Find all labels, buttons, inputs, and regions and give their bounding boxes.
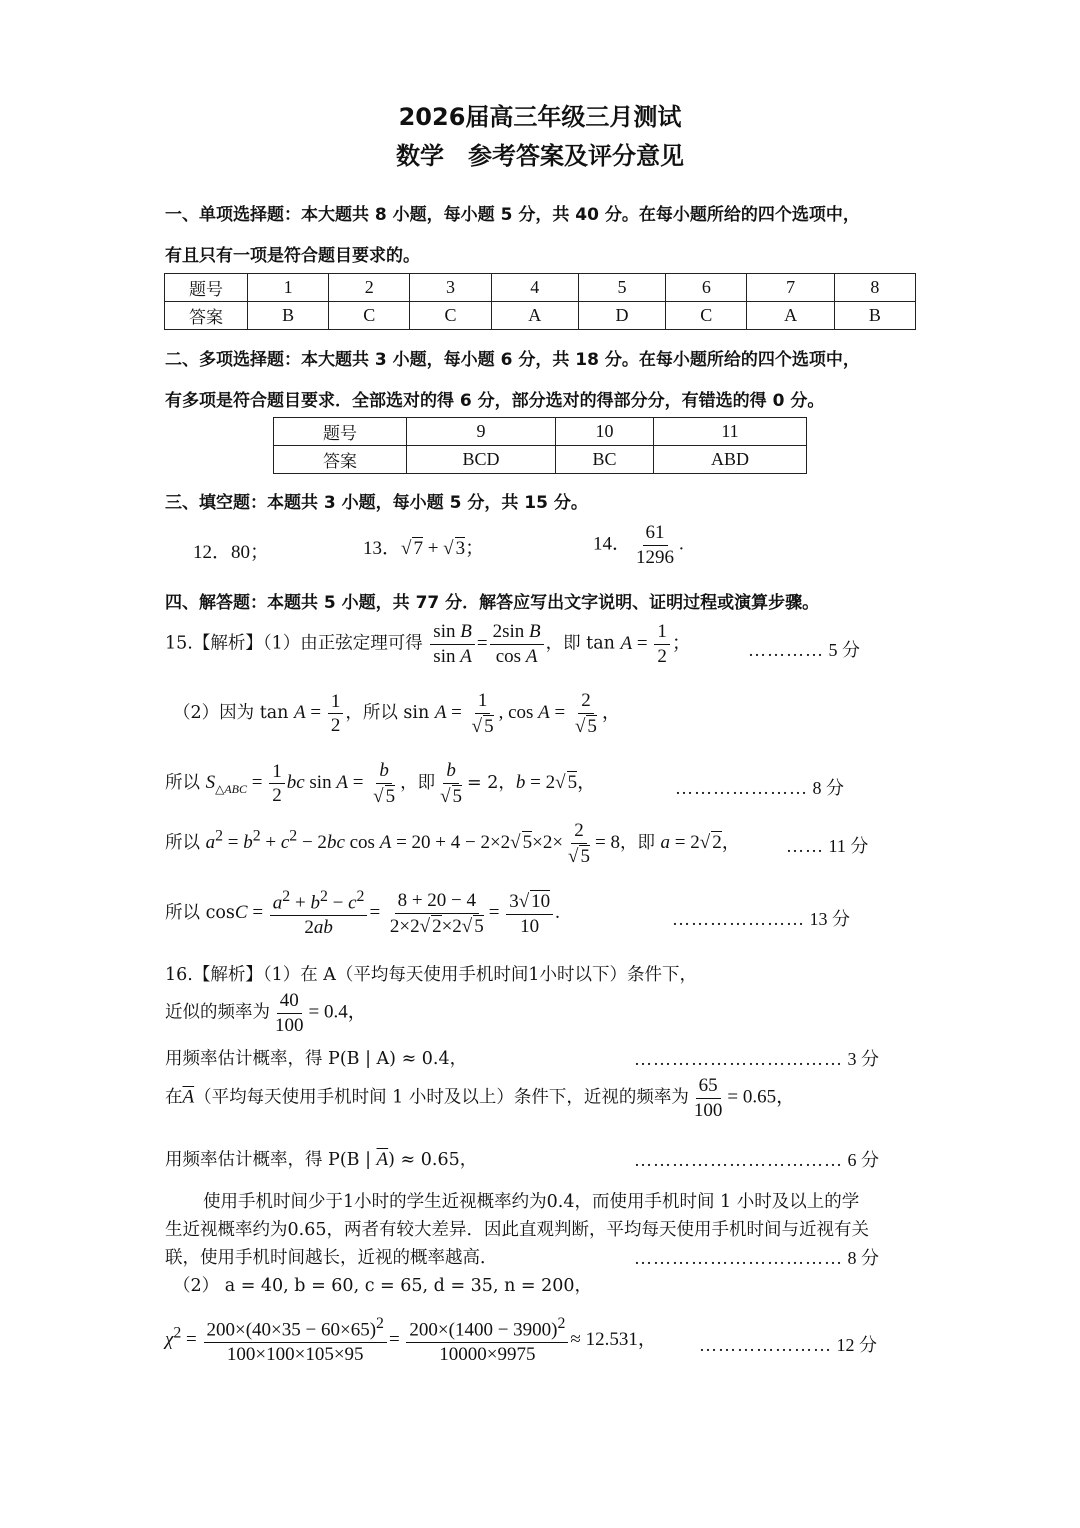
table-cell: C [666,302,747,330]
table-cell: 2 [329,274,410,302]
table-row [274,446,807,474]
section2-answer-table [273,417,807,474]
q16-paragraph-line2: 生近视概率约为0.65，两者有较大差异．因此直观判断，平均每天使用手机时间与近视有关 [165,1220,869,1240]
q15-score8: ………………… 8 分 [675,778,844,798]
table-cell: 4 [491,274,578,302]
table-cell: 9 [407,418,556,446]
page-subtitle: 数学 参考答案及评分意见 [396,142,684,170]
q15-line5: 所以 cosC = $\frac{a^2 + b^2 - c^2}{2ab}$ = $\frac{8 + 20 - 4}{2\times 2√ 2\times 2√ 5}$ = $\frac{3√ 10}{10}$ . [165,888,560,939]
q15-line1: 15.【解析】（1）由正弦定理可得 $\frac{\text{sin B}}{\text{sin A}}$ = $\frac{\text{2sin B}}{\text{cos A}}$ ，即 tan A = $\frac{1}{2}$ ； [165,621,691,667]
table-cell: 3 [410,274,491,302]
q15-line2: （2）因为 tan A = $\frac{1}{2}$ ，所以 sin A = $\frac{1}{√ 5}$ , cos A = $\frac{2}{√ 5}$ ， [173,690,621,737]
q16-score12: ………………… 12 分 [699,1335,877,1355]
q15-score5: ………… 5 分 [748,640,860,660]
table-cell: 答案 [274,446,407,474]
section3-heading: 三、填空题：本题共 3 小题，每小题 5 分，共 15 分。 [165,493,588,513]
section2-heading: 二、多项选择题：本大题共 3 小题，每小题 6 分，共 18 分。在每小题所给的四个选项中， [165,350,860,370]
table-row [165,274,916,302]
section4-heading: 四、解答题：本题共 5 小题，共 77 分．解答应写出文字说明、证明过程或演算步骤。 [165,593,820,613]
table-cell: B [248,302,329,330]
page-title: 2026届高三年级三月测试 [398,103,682,131]
table-cell: 6 [666,274,747,302]
table-cell: A [491,302,578,330]
table-cell: 答案 [165,302,248,330]
table-cell: 题号 [274,418,407,446]
table-row [165,302,916,330]
section2-heading-cont: 有多项是符合题目要求．全部选对的得 6 分，部分选对的得部分分，有错选的得 0 分。 [165,391,825,411]
q16-paragraph-line3: 联，使用手机时间越长，近视的概率越高． [165,1248,498,1268]
table-cell: C [410,302,491,330]
answer-q12: 12．80； [193,542,270,563]
q16-line5: 用频率估计概率，得 P(B | $\overline{A}) \approx 0.65$， [165,1149,478,1170]
table-cell: 8 [834,274,915,302]
table-cell: 5 [578,274,665,302]
q15-line3: 所以 $S_{\triangle ABC}$ = $\frac{1}{2}$ bc sin A = $\frac{b}{√ 5}$ ，即 $\frac{b}{√ 5}$ = 2，b = 2√ 5， [165,760,597,807]
q16-chi-square: $\chi^2$ = $\frac{200\times(40\times 35 - 60\times 65)^2}{100\times 100\times 105\times 95}$ = $\frac{200\times(1400 - 3900)^2}{10000\times 9975}$ ≈ 12.531， [165,1315,657,1366]
table-cell: D [578,302,665,330]
q15-score11: …… 11 分 [786,836,869,856]
q16-score3: …………………………… 3 分 [634,1049,879,1069]
q16-line3: 用频率估计概率，得 P(B | A) ≈ 0.4， [165,1049,468,1069]
table-cell: 10 [556,418,654,446]
q15-line4: 所以 $a^2 = b^2 + c^2 - 2bc$ cos A = 20 + 4 − 2×2√ 5×2× $\frac{2}{√ 5}$ = 8，即 a = 2√ 2， [165,820,741,867]
q15-score13: ………………… 13 分 [672,909,850,929]
q16-line1: 16.【解析】（1）在 A（平均每天使用手机时间1小时以下）条件下， [165,965,698,985]
q16-line4: 在$\overline{A}$（平均每天使用手机时间 1 小时及以上）条件下，近视的频率为 $\frac{65}{100}$ = 0.65， [165,1075,796,1121]
section1-heading: 一、单项选择题：本大题共 8 小题，每小题 5 分，共 40 分。在每小题所给的四个选项中， [165,205,860,225]
table-cell: B [834,302,915,330]
table-cell: BC [556,446,654,474]
table-cell: BCD [407,446,556,474]
table-cell: A [747,302,834,330]
q16-line9: （2） a = 40, b = 60, c = 65, d = 35, n = 200， [173,1276,593,1296]
table-cell: ABD [654,446,807,474]
table-cell: 题号 [165,274,248,302]
q16-line2: 近似的频率为 $\frac{40}{100}$ = 0.4， [165,990,367,1036]
answer-q13: 13．√ 7 + √ 3； [363,538,485,559]
q16-score8: …………………………… 8 分 [634,1248,879,1268]
section1-heading-cont: 有且只有一项是符合题目要求的。 [165,246,420,266]
q16-paragraph-line1: 使用手机时间少于1小时的学生近视概率约为0.4，而使用手机时间 1 小时及以上的学 [203,1192,860,1212]
table-row [274,418,807,446]
table-cell: C [329,302,410,330]
table-cell: 7 [747,274,834,302]
section1-answer-table [164,273,916,330]
q16-score6: …………………………… 6 分 [634,1150,879,1170]
table-cell: 11 [654,418,807,446]
table-cell: 1 [248,274,329,302]
answer-q14: 14． $\frac{61}{1296}$ . [593,522,684,568]
